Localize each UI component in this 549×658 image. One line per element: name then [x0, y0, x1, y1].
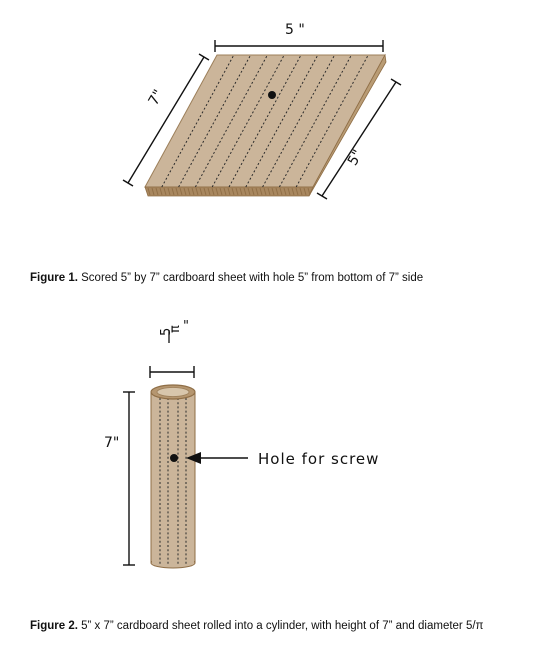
cardboard-sheet	[145, 55, 386, 196]
figure-2-caption-text: 5” x 7” cardboard sheet rolled into a cylinder, with height of 7” and diameter 5/π	[77, 620, 484, 632]
diameter-denominator: π	[168, 325, 183, 333]
figure-1-caption-label: Figure 1.	[30, 272, 78, 284]
figure-2-diagram	[0, 300, 549, 610]
top-dimension-line	[215, 40, 383, 52]
top-dimension-label: 5 "	[285, 22, 305, 38]
height-dimension-label: 7"	[104, 435, 120, 451]
screw-hole	[268, 91, 276, 99]
diameter-dimension-line	[150, 366, 194, 378]
figure-1-caption	[30, 272, 423, 284]
diameter-inch-mark: "	[183, 319, 189, 334]
figure-1-caption-text: Scored 5” by 7” cardboard sheet with hole 5” from bottom of 7” side	[77, 272, 424, 284]
hole-for-screw-label: Hole for screw	[258, 450, 380, 468]
figure-2-caption-label: Figure 2.	[30, 620, 78, 632]
diameter-numerator: 5	[159, 327, 174, 336]
cardboard-cylinder	[151, 385, 195, 568]
height-dimension-line	[123, 392, 135, 565]
right-dimension-label: 5"	[344, 147, 367, 169]
figure-2-caption	[30, 620, 483, 632]
left-dimension-label: 7"	[145, 87, 168, 109]
figure-1-diagram	[0, 0, 549, 300]
screw-hole	[170, 454, 178, 462]
